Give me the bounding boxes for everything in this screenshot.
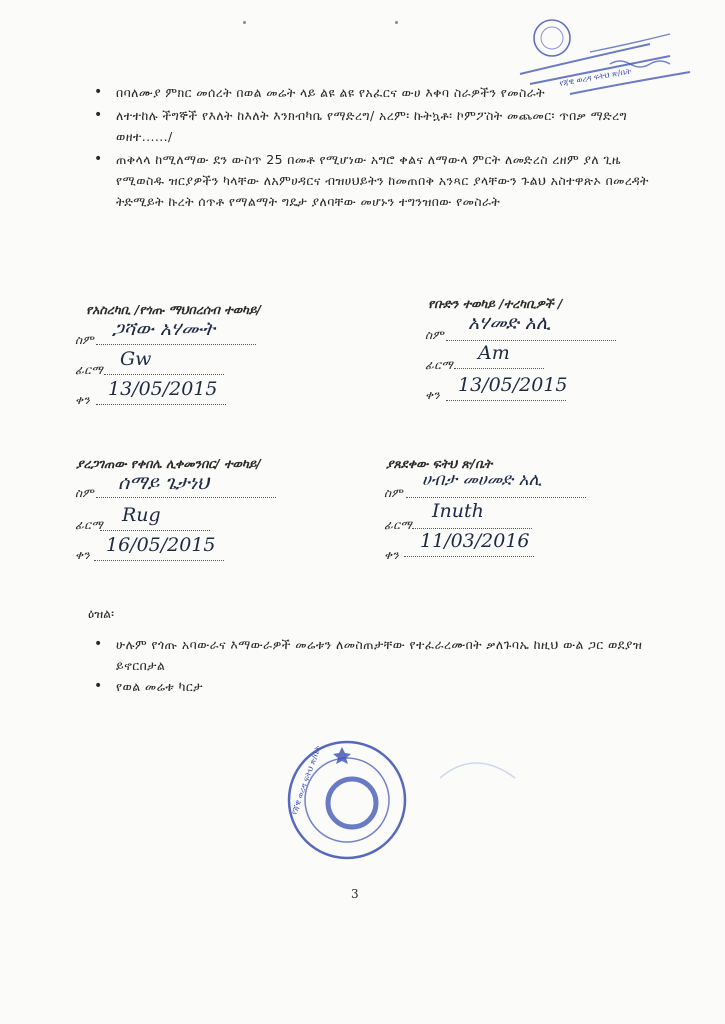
seal-text: የጃዊ ወረዳ ፍትህ ጽ/ቤት (289, 744, 323, 816)
name-label: ስም (75, 333, 94, 347)
block-title: ያጸደቀው ፍትህ ጽ/ቤት (386, 456, 493, 471)
page-number: 3 (351, 887, 359, 901)
signature: Inuth (432, 500, 484, 522)
name-handwriting: አሃመድ አሊ (468, 312, 551, 334)
stamp-text: የጃዊ ወረዳ ፍትህ ጽ/ቤት (558, 66, 632, 88)
list-item: • በባለሙያ ምክር መሰረት በወል መሬት ላይ ልዩ ልዩ የአፈርና ውሀ እቀባ ስራዎችን የመስራት (90, 82, 650, 103)
notes-list (90, 634, 650, 697)
date-handwriting: 13/05/2015 (108, 378, 218, 400)
signature: Gw (120, 348, 152, 370)
sign-label: ፊርማ (75, 363, 103, 377)
date-line (446, 400, 566, 401)
signature: Rug (122, 504, 161, 526)
name-handwriting: ሰማይ ጌታነህ (118, 472, 210, 494)
notes-title: ዕዝል፡ (88, 606, 115, 621)
list-item: • ሁሉም የጎጡ አባውራና እማውራዎች መሬቱን ለመስጠታቸው የተፈራረሙበት ቃለጉባኤ ከዚህ ውል ጋር ወደያዝ ይኖርበታል (90, 634, 650, 676)
name-line (406, 497, 586, 498)
date-handwriting: 11/03/2016 (420, 530, 530, 552)
name-line (446, 340, 616, 341)
list-item: • የወል መሬቱ ካርታ (90, 676, 650, 697)
name-line (96, 344, 256, 345)
sign-line (100, 530, 210, 531)
date-label: ቀን (384, 548, 399, 562)
scan-speck (395, 21, 398, 24)
date-line (94, 560, 224, 561)
list-item: • ለተተከሉ ችግኞች የእለት ከእለት እንክብካቤ የማድረግ/ አረም፡ ኩትኳቶ፡ ኮምፖስት መጨመር፡ ጥበቃ ማድረግ ወዘተ....../ (90, 105, 650, 147)
list-item: • ጠቅላላ ከሚለማው ደን ውስጥ 25 በመቶ የሚሆነው አግሮ ቀልና ለማውላ ምርት ለመድረስ ረዘም ያለ ጊዜ የሚወስዱ ዝርያዎችን ካላቸው ለአምሀዳርና ብዝሀህይትን ከመጠበቅ አንጻር ያላቸውን ጉልህ አስተዋጽኦ በመረዳት ትድሚይት ኩረት ሰጥቶ የማልማት ግዴታ ያለባቸው መሆኑን ተግንዝበው የመስራት (90, 149, 650, 212)
sign-label: ፊርማ (425, 358, 453, 372)
block-title: ያረጋገጠው የቀበሌ ሊቀመንበር/ ተወካይ/ (76, 456, 261, 471)
block-title: የአስረካቢ /የጎጡ ማህበረሰብ ተወካይ/ (86, 302, 262, 317)
signature: Am (478, 342, 510, 364)
sign-line (454, 368, 544, 369)
scan-speck (243, 21, 246, 24)
sign-line (104, 374, 224, 375)
date-label: ቀን (75, 548, 90, 562)
date-handwriting: 16/05/2015 (106, 534, 216, 556)
official-seal (282, 735, 412, 865)
sign-line (412, 528, 532, 529)
name-handwriting: ሀብታ መሀመድ አሊ (422, 470, 542, 490)
date-handwriting: 13/05/2015 (458, 374, 568, 396)
name-label: ስም (425, 328, 444, 342)
name-label: ስም (75, 486, 94, 500)
sign-label: ፊርማ (384, 518, 412, 532)
faint-seal-impression (420, 748, 530, 858)
sign-label: ፊርማ (75, 518, 103, 532)
date-label: ቀን (75, 393, 90, 407)
obligations-list (90, 82, 650, 214)
date-line (404, 556, 534, 557)
name-handwriting: ጋሻው አሃሙት (112, 318, 215, 340)
date-line (96, 404, 226, 405)
name-line (96, 497, 276, 498)
name-label: ስም (384, 486, 403, 500)
block-title: የቡድን ተወካይ /ተረካቢዎች / (428, 296, 563, 311)
date-label: ቀን (425, 388, 440, 402)
